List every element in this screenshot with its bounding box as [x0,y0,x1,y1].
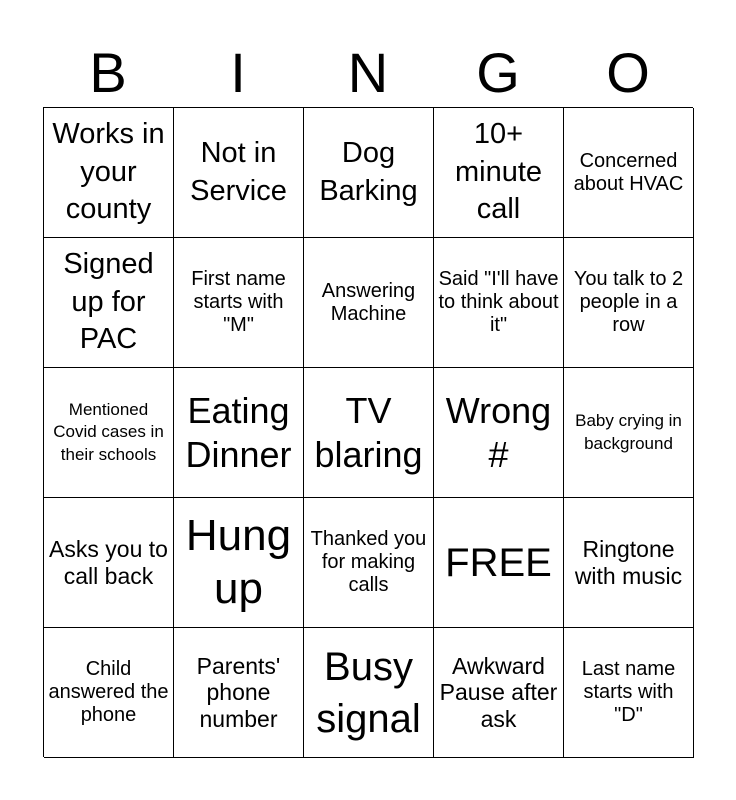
bingo-cell[interactable]: Said "I'll have to think about it" [434,238,564,368]
header-letter-n: N [347,41,389,104]
header-letter-g: G [476,41,520,104]
bingo-cell[interactable]: Ringtone with music [564,498,694,628]
bingo-cell[interactable]: Last name starts with "D" [564,628,694,758]
bingo-cell[interactable]: Hung up [174,498,304,628]
bingo-cell[interactable]: You talk to 2 people in a row [564,238,694,368]
free-space-cell[interactable]: FREE [434,498,564,628]
header-letter-i: I [230,41,246,104]
bingo-cell[interactable]: Baby crying in background [564,368,694,498]
bingo-cell[interactable]: Signed up for PAC [44,238,174,368]
bingo-cell[interactable]: Busy signal [304,628,434,758]
bingo-cell[interactable]: Dog Barking [304,108,434,238]
bingo-cell[interactable]: First name starts with "M" [174,238,304,368]
bingo-header [43,38,693,108]
bingo-cell[interactable]: Mentioned Covid cases in their schools [44,368,174,498]
header-letter-b: B [89,41,127,104]
bingo-cell[interactable]: Thanked you for making calls [304,498,434,628]
bingo-cell[interactable]: Eating Dinner [174,368,304,498]
header-letter-o: O [606,41,650,104]
bingo-cell[interactable]: Works in your county [44,108,174,238]
bingo-cell[interactable]: Awkward Pause after ask [434,628,564,758]
bingo-cell[interactable]: Concerned about HVAC [564,108,694,238]
bingo-cell[interactable]: Wrong # [434,368,564,498]
bingo-cell[interactable]: Asks you to call back [44,498,174,628]
bingo-cell[interactable]: TV blaring [304,368,434,498]
bingo-cell[interactable]: Child answered the phone [44,628,174,758]
bingo-cell[interactable]: Not in Service [174,108,304,238]
bingo-board [43,107,693,757]
bingo-cell[interactable]: Parents' phone number [174,628,304,758]
bingo-cell[interactable]: Answering Machine [304,238,434,368]
bingo-cell[interactable]: 10+ minute call [434,108,564,238]
